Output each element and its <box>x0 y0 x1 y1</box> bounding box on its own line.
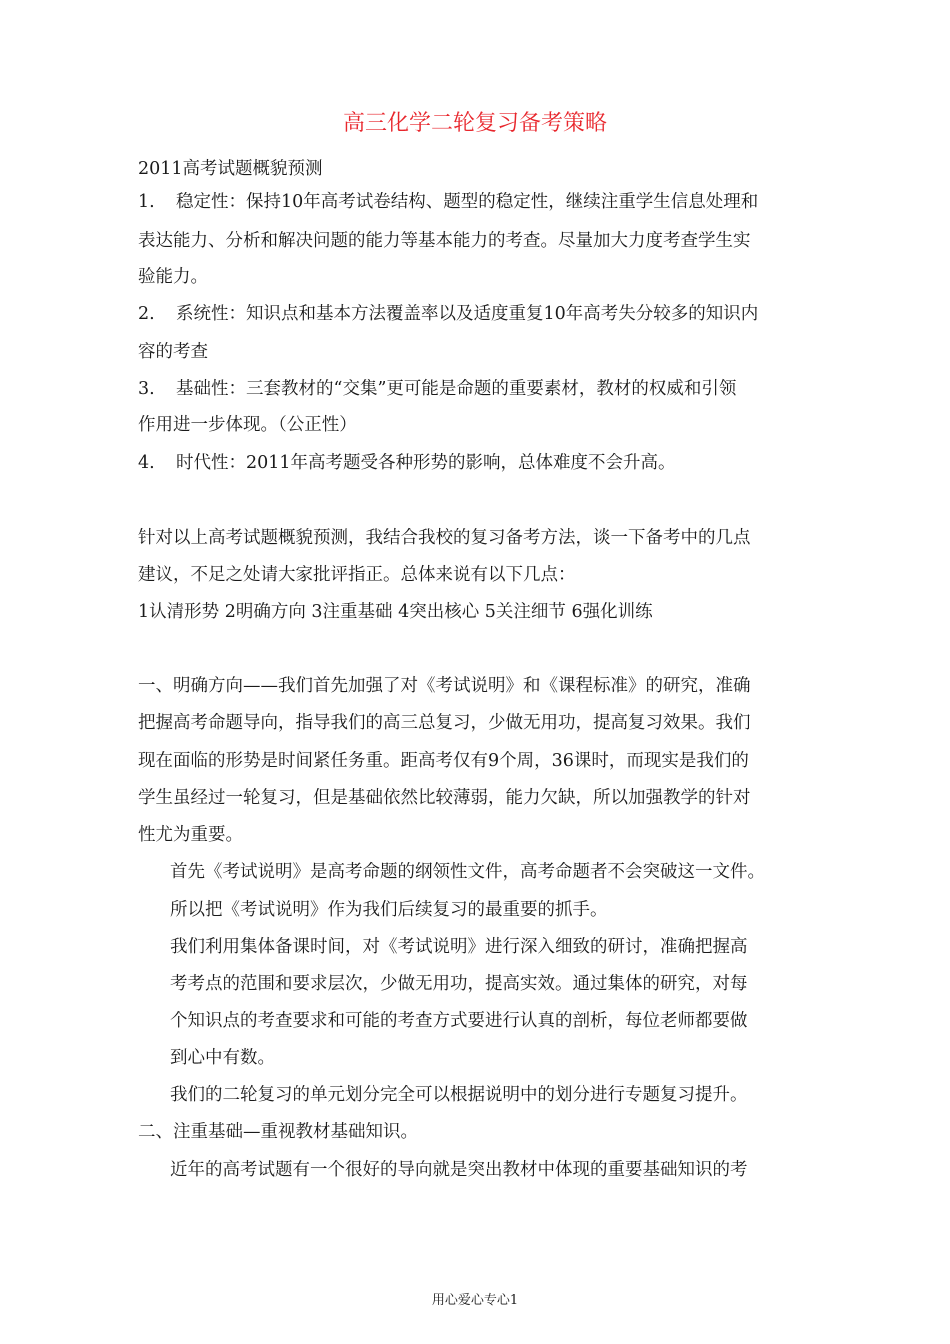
paragraph-line: 考考点的范围和要求层次，少做无用功，提高实效。通过集体的研究，对每 <box>170 974 748 994</box>
intro-line: 针对以上高考试题概貌预测，我结合我校的复习备考方法，谈一下备考中的几点 <box>138 528 751 548</box>
item-text-line: 容的考查 <box>138 342 208 362</box>
item-text-line: 验能力。 <box>138 267 208 287</box>
paragraph-line: 个知识点的考查要求和可能的考查方式要进行认真的剖析，每位老师都要做 <box>170 1011 748 1031</box>
item-text-line: 稳定性：保持10年高考试卷结构、题型的稳定性，继续注重学生信息处理和 <box>176 192 759 212</box>
paragraph-line: 所以把《考试说明》作为我们后续复习的最重要的抓手。 <box>170 900 608 920</box>
paragraph-line: 我们的二轮复习的单元划分完全可以根据说明中的划分进行专题复习提升。 <box>170 1085 748 1105</box>
intro-list: 1认清形势 2明确方向 3注重基础 4突出核心 5关注细节 6强化训练 <box>138 602 653 622</box>
item-text-line: 基础性：三套教材的“交集”更可能是命题的重要素材，教材的权威和引领 <box>176 379 737 399</box>
item-text-line: 时代性：2011年高考题受各种形势的影响，总体难度不会升高。 <box>176 453 676 473</box>
section-heading-line: 一、明确方向——我们首先加强了对《考试说明》和《课程标准》的研究，准确 <box>138 676 751 696</box>
item-number: 4. <box>138 453 155 473</box>
paragraph-line: 我们利用集体备课时间，对《考试说明》进行深入细致的研讨，准确把握高 <box>170 937 748 957</box>
paragraph-line: 学生虽经过一轮复习，但是基础依然比较薄弱，能力欠缺，所以加强教学的针对 <box>138 788 751 808</box>
paragraph-line: 首先《考试说明》是高考命题的纲领性文件，高考命题者不会突破这一文件。 <box>170 862 765 882</box>
item-text-line: 作用进一步体现。（公正性） <box>138 415 357 435</box>
item-text-line: 系统性：知识点和基本方法覆盖率以及适度重复10年高考失分较多的知识内 <box>176 304 759 324</box>
item-number: 3. <box>138 379 155 399</box>
subtitle: 2011高考试题概貌预测 <box>138 159 323 179</box>
item-number: 2. <box>138 304 155 324</box>
intro-line: 建议，不足之处请大家批评指正。总体来说有以下几点： <box>138 565 576 585</box>
paragraph-line: 性尤为重要。 <box>138 825 243 845</box>
paragraph-line: 现在面临的形势是时间紧任务重。距高考仅有9个周，36课时，而现实是我们的 <box>138 751 749 771</box>
paragraph-line: 把握高考命题导向，指导我们的高三总复习，少做无用功，提高复习效果。我们 <box>138 713 751 733</box>
paragraph-line: 近年的高考试题有一个很好的导向就是突出教材中体现的重要基础知识的考 <box>170 1160 748 1180</box>
item-text-line: 表达能力、分析和解决问题的能力等基本能力的考查。尽量加大力度考查学生实 <box>138 231 751 251</box>
paragraph-line: 到心中有数。 <box>170 1048 275 1068</box>
item-number: 1. <box>138 192 155 212</box>
page-footer: 用心爱心专心1 <box>431 1293 519 1308</box>
document-title: 高三化学二轮复习备考策略 <box>342 111 607 136</box>
section-heading: 二、注重基础—重视教材基础知识。 <box>138 1122 418 1142</box>
